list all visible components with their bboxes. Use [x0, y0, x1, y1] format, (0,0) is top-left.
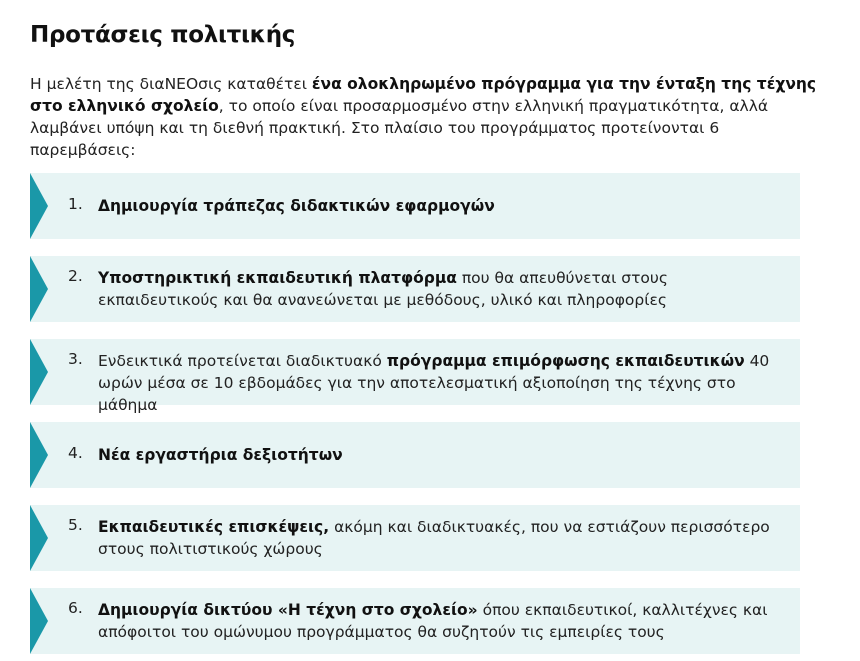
proposal-text-post: που θα απευθύνεται στους εκπαιδευτικούς και θα ανανεώνεται με μεθόδους, υλικό και πληροφορίες: [98, 269, 668, 309]
proposal-text-post: 40 ωρών μέσα σε 10 εβδομάδες για την αποτελεσματική αξιοποίηση της τέχνης στο μάθημα: [98, 352, 770, 414]
proposal-text-bold: Δημιουργία δικτύου «Η τέχνη στο σχολείο»: [98, 601, 478, 619]
proposal-text-bold: Εκπαιδευτικές επισκέψεις,: [98, 518, 330, 536]
page-title: Προτάσεις πολιτικής: [30, 22, 296, 48]
proposal-text: [98, 267, 778, 311]
proposal-item-1: [30, 173, 800, 239]
arrow-marker-icon: [30, 588, 48, 654]
proposal-number: 6.: [68, 599, 83, 617]
proposal-item-2: [30, 256, 800, 322]
intro-text-highlight: ένα ολοκληρωμένο πρόγραμμα για την ένταξη της τέχνης στο ελληνικό σχολείο: [30, 75, 817, 115]
proposal-text: [98, 516, 778, 560]
proposal-text-bold: Νέα εργαστήρια δεξιοτήτων: [98, 446, 343, 464]
proposal-item-5: [30, 505, 800, 571]
proposal-text: [98, 599, 778, 643]
proposal-text-bold: πρόγραμμα επιμόρφωσης εκπαιδευτικών: [386, 352, 745, 370]
proposal-text-bold: Δημιουργία τράπεζας διδακτικών εφαρμογών: [98, 197, 495, 215]
proposal-item-4: [30, 422, 800, 488]
proposal-number: 2.: [68, 267, 83, 285]
proposal-text-bold: Υποστηρικτική εκπαιδευτική πλατφόρμα: [98, 269, 457, 287]
proposal-number: 5.: [68, 516, 83, 534]
proposal-text: [98, 350, 778, 416]
proposal-number: 3.: [68, 350, 83, 368]
arrow-marker-icon: [30, 339, 48, 405]
proposal-item-3: [30, 339, 800, 414]
arrow-marker-icon: [30, 256, 48, 322]
arrow-marker-icon: [30, 173, 48, 239]
proposal-text: [98, 444, 778, 466]
intro-text-end: , το οποίο είναι προσαρμοσμένο στην ελληνική πραγματικότητα, αλλά λαμβάνει υπόψη και τη διεθνή πρακτική. Στο πλαίσιο του προγράμματος προτείνονται 6 παρεμβάσεις:: [30, 97, 769, 159]
proposal-text-post: ακόμη και διαδικτυακές, που να εστιάζουν περισσότερο στους πολιτιστικούς χώρους: [98, 518, 770, 558]
proposal-item-6: [30, 588, 800, 654]
proposal-text-pre: Ενδεικτικά προτείνεται διαδικτυακό: [98, 352, 387, 370]
arrow-marker-icon: [30, 505, 48, 571]
intro-paragraph: [30, 73, 820, 161]
intro-text-start: Η μελέτη της διαΝΕΟσις καταθέτει: [30, 75, 312, 93]
proposal-number: 4.: [68, 444, 83, 462]
proposal-text: [98, 195, 778, 217]
arrow-marker-icon: [30, 422, 48, 488]
proposal-number: 1.: [68, 195, 83, 213]
proposal-text-post: όπου εκπαιδευτικοί, καλλιτέχνες και απόφοιτοι του ομώνυμου προγράμματος θα συζητούν τις εμπειρίες τους: [98, 601, 768, 641]
